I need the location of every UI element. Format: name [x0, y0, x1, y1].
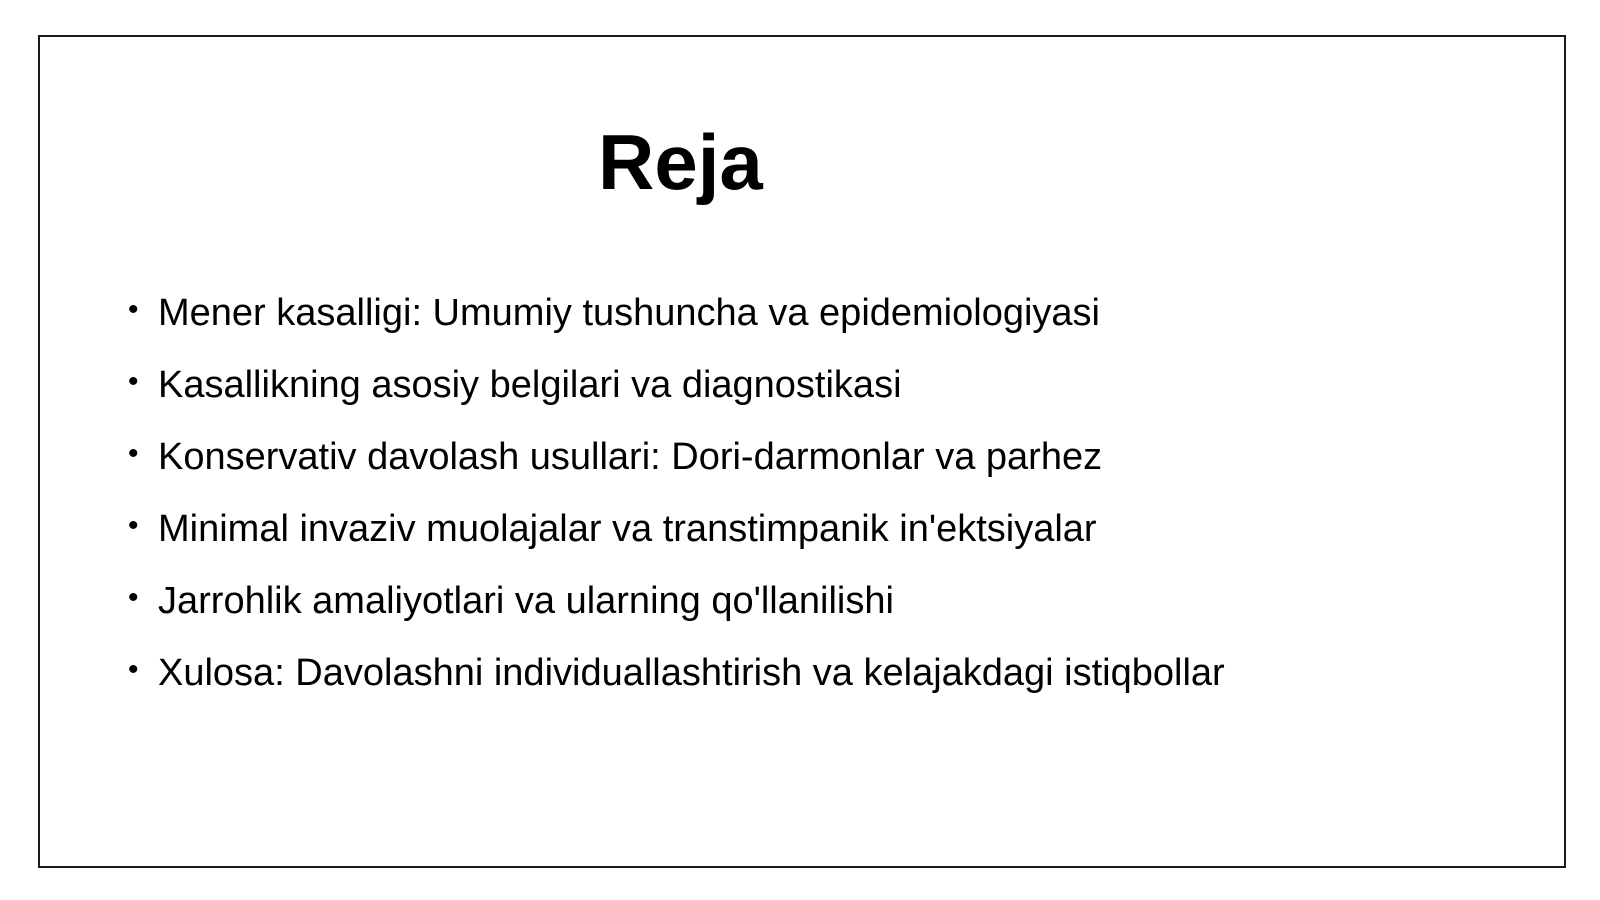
bullet-icon: • [128, 653, 139, 686]
slide [38, 35, 1566, 868]
bullet-item [128, 359, 1225, 431]
bullet-text: Mener kasalligi: Umumiy tushuncha va epidemiologiyasi [158, 292, 1100, 334]
bullet-text: Kasallikning asosiy belgilari va diagnostikasi [158, 364, 902, 406]
bullet-text: Minimal invaziv muolajalar va transtimpanik in'ektsiyalar [158, 508, 1097, 550]
bullet-text: Konservativ davolash usullari: Dori-darmonlar va parhez [158, 436, 1103, 478]
bullet-text: Jarrohlik amaliyotlari va ularning qo'llanilishi [158, 580, 894, 622]
bullet-list [128, 287, 1225, 719]
bullet-text: Xulosa: Davolashni individuallashtirish va kelajakdagi istiqbollar [158, 652, 1225, 694]
bullet-item [128, 431, 1225, 503]
bullet-icon: • [128, 365, 139, 398]
bullet-item [128, 287, 1225, 359]
bullet-item [128, 575, 1225, 647]
slide-title: Reja [598, 118, 763, 206]
bullet-item [128, 647, 1225, 719]
bullet-icon: • [128, 581, 139, 614]
bullet-item [128, 503, 1225, 575]
bullet-icon: • [128, 293, 139, 326]
bullet-icon: • [128, 437, 139, 470]
bullet-icon: • [128, 509, 139, 542]
